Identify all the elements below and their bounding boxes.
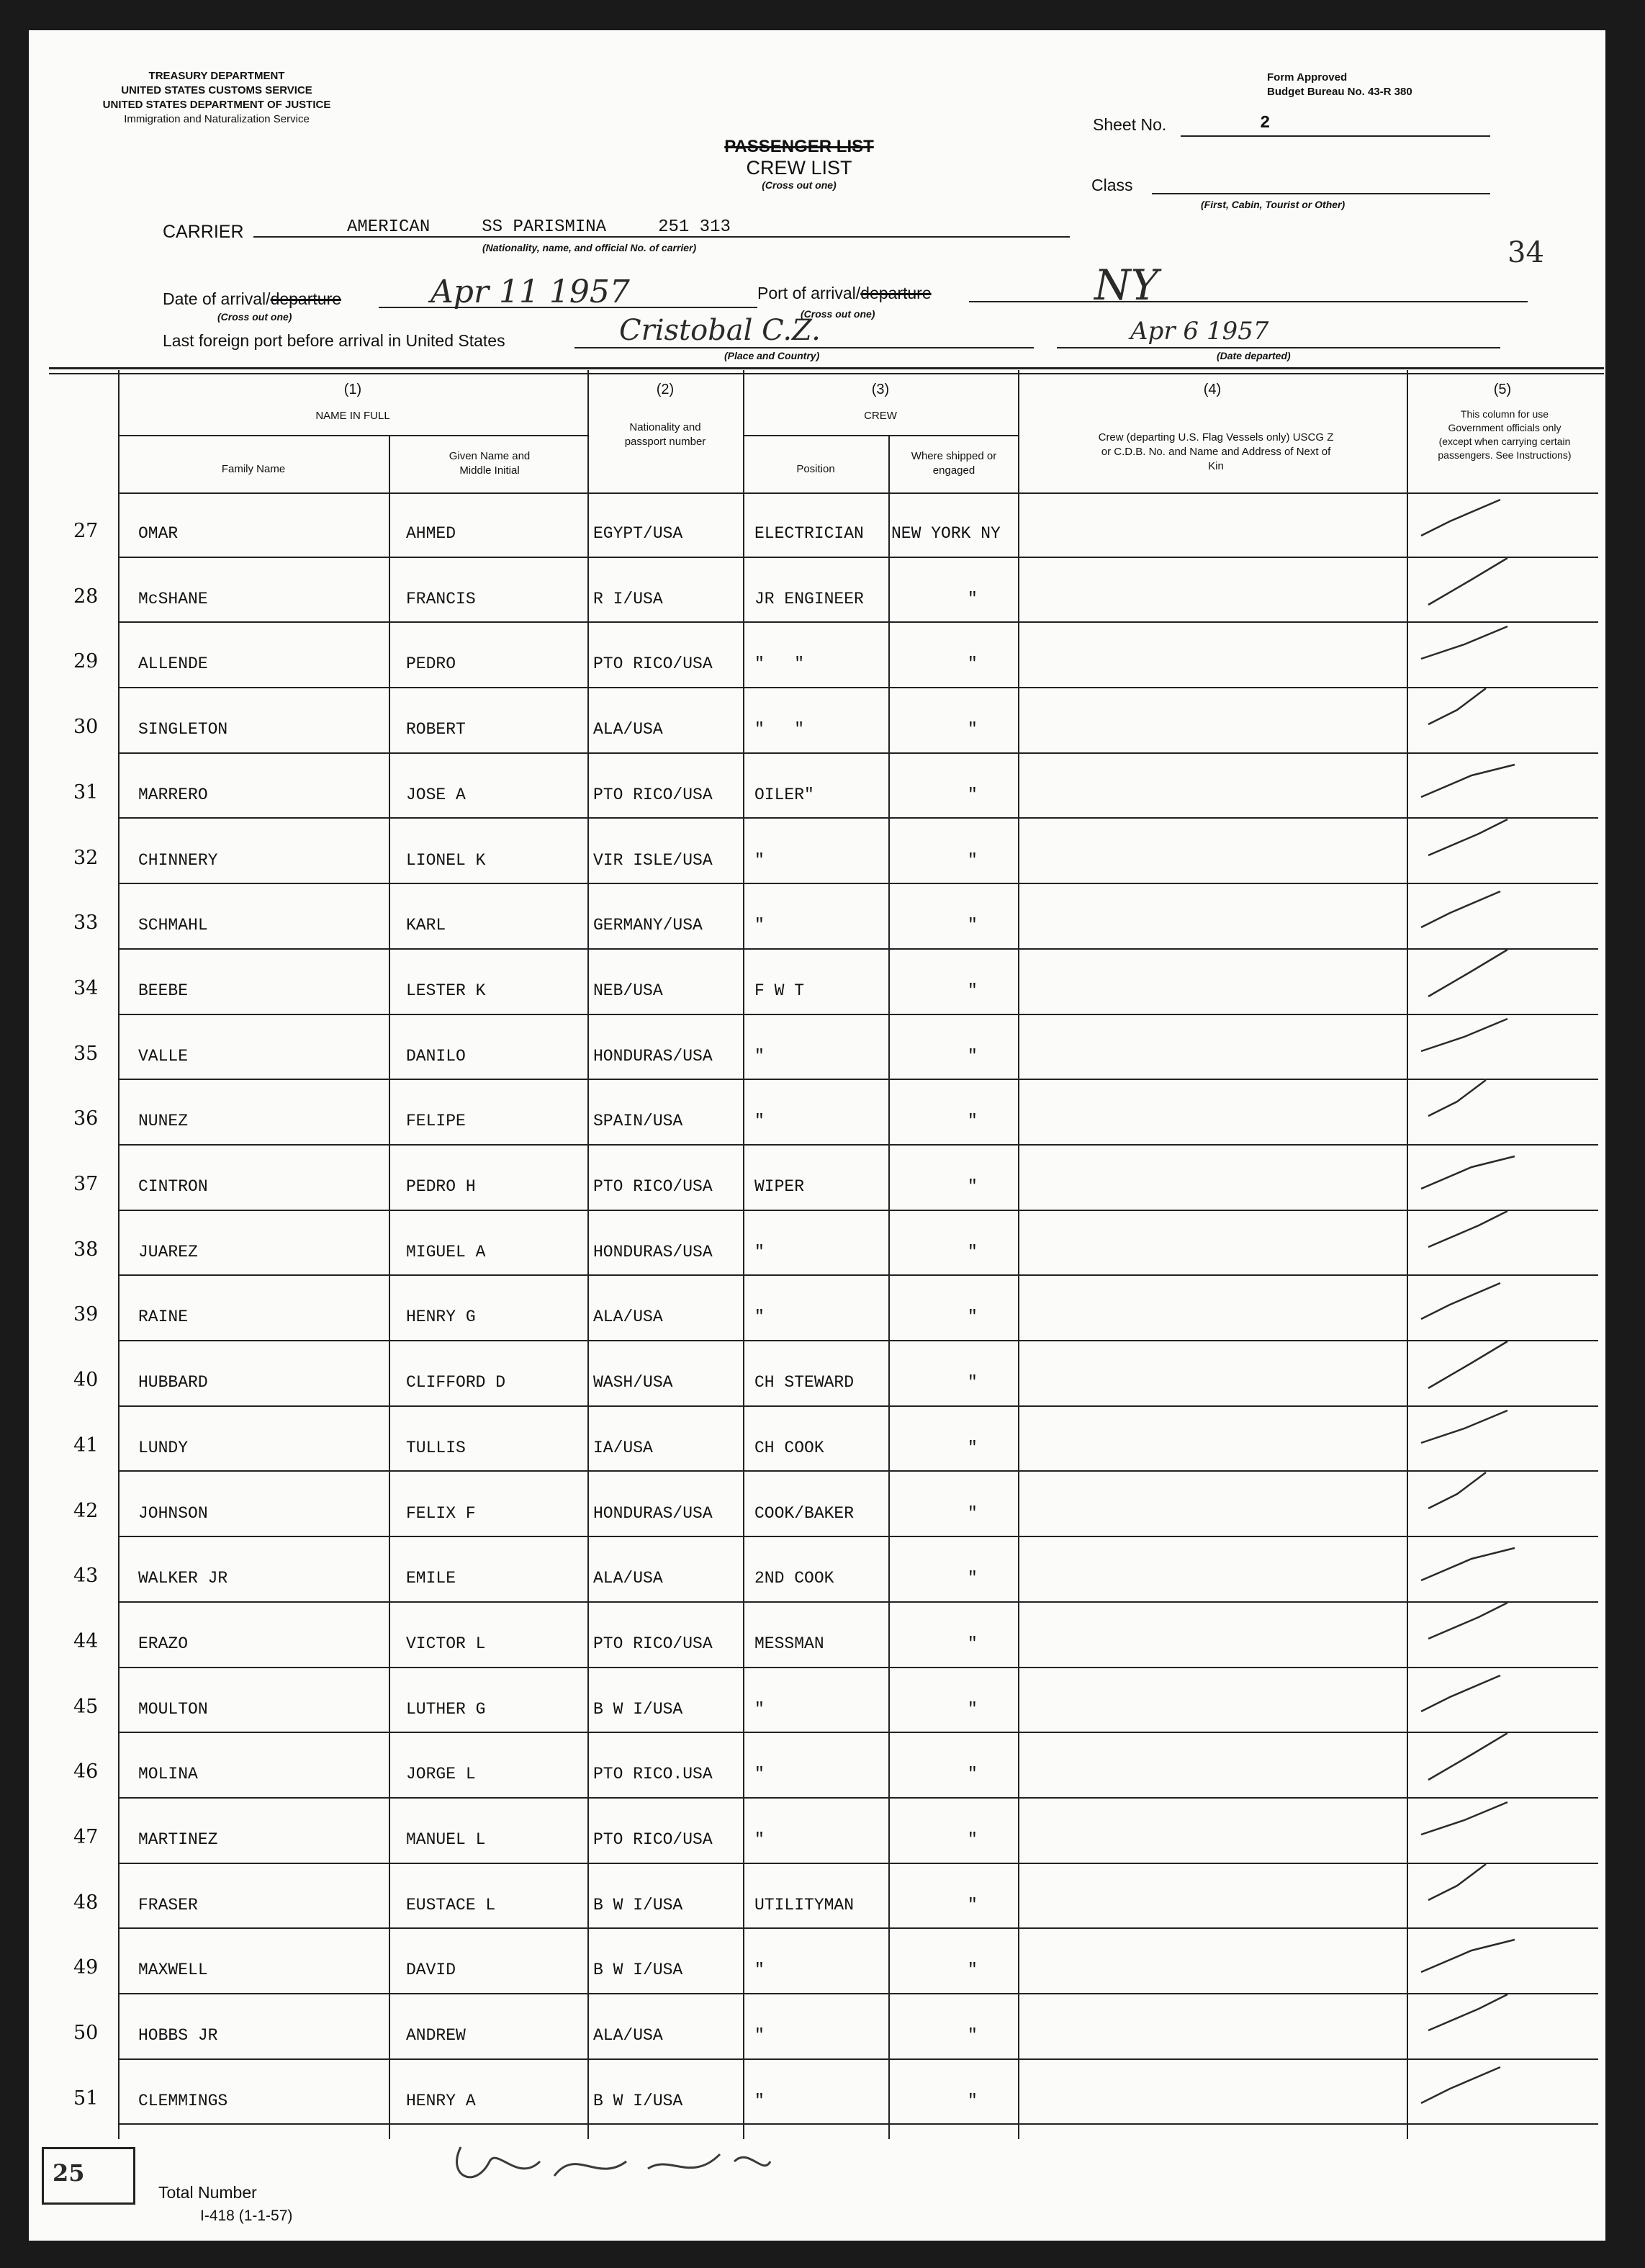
col1-given-header: Given Name and Middle Initial [449,450,531,477]
row-number: 33 [73,912,99,935]
last-port-line [574,347,1034,348]
shipped-cell: " [968,1634,978,1653]
page-number: 34 [1507,236,1544,269]
table-row [73,1668,1598,1734]
check-mark-icon [1414,2053,1522,2118]
shipped-cell: " [968,1242,978,1261]
family-name-cell: LUNDY [138,1438,189,1457]
family-name-cell: RAINE [138,1308,189,1327]
port-arrival-label [757,284,932,303]
given-name-cell: LESTER K [406,981,486,1000]
family-name-cell: HOBBS JR [138,2026,218,2046]
last-port-value: Cristobal C.Z. [619,314,821,347]
position-cell: " [754,1046,765,1066]
port-line [969,301,1528,302]
given-name-cell: DAVID [406,1961,456,1980]
position-cell: WIPER [754,1177,805,1196]
given-name-cell: MANUEL L [406,1830,486,1849]
table-row [73,884,1598,950]
col4-title: Crew (departing U.S. Flag Vessels only) USCG Z or C.D.B. No. and Name and Address of Next of Kin [1098,431,1334,472]
shipped-cell: " [968,1830,978,1849]
family-name-cell: McSHANE [138,589,208,608]
shipped-cell: " [968,1895,978,1914]
position-cell: 2ND COOK [754,1569,834,1588]
given-name-cell: ROBERT [406,720,466,739]
passenger-list-title: PASSENGER LIST [724,137,874,156]
agency-header [48,69,386,127]
nationality-cell: ALA/USA [593,1308,663,1327]
given-name-cell: HENRY A [406,2091,476,2110]
table-row [73,1276,1598,1341]
check-mark-icon [1414,747,1522,811]
check-mark-icon [1414,1008,1522,1073]
nationality-cell: WASH/USA [593,1373,673,1392]
agency-line-1: TREASURY DEPARTMENT [148,70,285,82]
shipped-cell: " [968,1961,978,1980]
check-mark-icon [1414,812,1522,877]
nationality-cell: HONDURAS/USA [593,1242,713,1261]
position-cell: " [754,1699,765,1719]
family-name-cell: JUAREZ [138,1242,198,1261]
family-name-cell: CHINNERY [138,850,218,870]
row-number: 29 [73,650,99,673]
position-cell: " [754,1961,765,1980]
given-name-cell: PEDRO [406,654,456,674]
position-cell: OILER" [754,785,814,804]
nationality-cell: B W I/USA [593,2091,683,2110]
col3-title: CREW [864,410,897,422]
position-cell: F W T [754,981,805,1000]
header-sub-rule-name [118,435,587,436]
family-name-cell: BEEBE [138,981,189,1000]
shipped-cell: " [968,981,978,1000]
departed-note: (Date departed) [1217,350,1291,361]
shipped-cell: " [968,720,978,739]
position-cell: " [754,1308,765,1327]
table-row [73,1537,1598,1603]
shipped-cell: " [968,785,978,804]
nationality-cell: PTO RICO/USA [593,1177,713,1196]
carrier-note: (Nationality, name, and official No. of carrier) [482,242,697,253]
family-name-cell: WALKER JR [138,1569,228,1588]
nationality-cell: B W I/USA [593,1895,683,1914]
row-number: 48 [73,1891,99,1914]
position-cell: " [754,2091,765,2110]
family-name-cell: OMAR [138,524,179,543]
check-mark-icon [1414,1073,1522,1138]
sheet-no-value: 2 [1260,114,1271,133]
shipped-cell: " [968,1569,978,1588]
position-cell: ELECTRICIAN [754,524,864,543]
given-name-cell: DANILO [406,1046,466,1066]
sheet-no-label: Sheet No. [1093,115,1167,134]
check-mark-icon [1414,1857,1522,1922]
table-row [73,1146,1598,1211]
last-port-label: Last foreign port before arrival in United States [163,331,505,350]
table-row [73,1603,1598,1668]
given-name-cell: FRANCIS [406,589,476,608]
check-mark-icon [1414,1661,1522,1726]
given-name-cell: CLIFFORD D [406,1373,506,1392]
col1-title: NAME IN FULL [315,410,390,422]
check-mark-icon [1414,1465,1522,1530]
shipped-cell: " [968,2026,978,2046]
row-number: 40 [73,1369,99,1392]
shipped-cell: " [968,1177,978,1196]
nationality-cell: B W I/USA [593,1699,683,1719]
row-number: 39 [73,1303,99,1326]
position-cell: CH STEWARD [754,1373,855,1392]
row-number: 44 [73,1629,99,1652]
table-row [73,1080,1598,1146]
shipped-cell: " [968,1046,978,1066]
form-approval [1267,71,1412,99]
shipped-cell: NEW YORK NY [891,524,1001,543]
class-label: Class [1091,176,1133,194]
agency-line-3: UNITED STATES DEPARTMENT OF JUSTICE [102,99,331,111]
total-number-label: Total Number [158,2183,257,2202]
row-number: 31 [73,780,99,804]
signature-scribble [432,2133,792,2197]
row-number: 51 [73,2087,99,2110]
family-name-cell: MOLINA [138,1765,198,1784]
family-name-cell: CINTRON [138,1177,208,1196]
shipped-cell: " [968,850,978,870]
row-number: 41 [73,1434,99,1457]
shipped-cell: " [968,1699,978,1719]
table-row [73,1015,1598,1081]
check-mark-icon [1414,1204,1522,1269]
row-number: 36 [73,1107,99,1130]
port-departure-struck: departure [860,284,932,302]
row-rule [118,2123,1598,2125]
table-row [73,1407,1598,1472]
col2-title: Nationality and passport number [624,421,706,448]
shipped-cell: " [968,654,978,674]
table-row [73,2060,1598,2125]
family-name-cell: SINGLETON [138,720,228,739]
family-name-cell: ALLENDE [138,654,208,674]
family-name-cell: JOHNSON [138,1503,208,1523]
nationality-cell: B W I/USA [593,1961,683,1980]
crew-table [73,370,1598,2139]
date-departure-struck: departure [270,289,342,308]
budget-number: Budget Bureau No. 43-R 380 [1267,86,1412,98]
table-row [73,1341,1598,1407]
check-mark-icon [1414,1269,1522,1333]
given-name-cell: PEDRO H [406,1177,476,1196]
given-name-cell: MIGUEL A [406,1242,486,1261]
given-name-cell: AHMED [406,524,456,543]
family-name-cell: MOULTON [138,1699,208,1719]
table-row [73,558,1598,624]
given-name-cell: EMILE [406,1569,456,1588]
nationality-cell: VIR ISLE/USA [593,850,713,870]
position-cell: COOK/BAKER [754,1503,855,1523]
given-name-cell: LUTHER G [406,1699,486,1719]
date-arrival-text: Date of arrival/ [163,289,271,308]
col5-title: This column for use Government officials only (except when carrying certain passengers. See Instructions) [1438,408,1572,461]
check-mark-icon [1414,1138,1522,1203]
nationality-cell: ALA/USA [593,720,663,739]
row-number: 43 [73,1565,99,1588]
table-row [73,754,1598,819]
check-mark-icon [1414,942,1522,1007]
position-cell: JR ENGINEER [754,589,864,608]
row-number: 47 [73,1826,99,1848]
family-name-cell: ERAZO [138,1634,189,1653]
check-mark-icon [1414,616,1522,680]
form-approved-text: Form Approved [1267,71,1348,84]
check-mark-icon [1414,485,1522,550]
position-cell: " [754,850,765,870]
date-cross-out-note: (Cross out one) [217,311,292,323]
agency-line-4: Immigration and Naturalization Service [124,113,310,125]
family-name-cell: MARRERO [138,785,208,804]
position-cell: " [754,916,765,935]
given-name-cell: VICTOR L [406,1634,486,1653]
departed-line [1057,347,1500,348]
row-number: 49 [73,1956,99,1979]
nationality-cell: HONDURAS/USA [593,1046,713,1066]
row-number: 35 [73,1042,99,1065]
check-mark-icon [1414,1334,1522,1399]
nationality-cell: HONDURAS/USA [593,1503,713,1523]
row-number: 42 [73,1499,99,1522]
table-row [73,1994,1598,2060]
position-cell: " [754,1242,765,1261]
shipped-cell: " [968,916,978,935]
check-mark-icon [1414,1530,1522,1595]
shipped-cell: " [968,2091,978,2110]
crew-list-title: CREW LIST [746,157,852,179]
departed-value: Apr 6 1957 [1130,317,1269,346]
table-row [73,1472,1598,1538]
check-mark-icon [1414,1726,1522,1791]
shipped-cell: " [968,1373,978,1392]
table-row [73,1799,1598,1864]
row-number: 28 [73,585,99,608]
title-cross-out-note: (Cross out one) [762,179,837,191]
position-cell: " [754,2026,765,2046]
given-name-cell: JORGE L [406,1765,476,1784]
row-number: 34 [73,976,99,999]
shipped-cell: " [968,1308,978,1327]
date-arrival-label [163,289,341,309]
shipped-cell: " [968,1112,978,1131]
row-number: 45 [73,1695,99,1718]
table-row [73,1929,1598,1994]
agency-line-2: UNITED STATES CUSTOMS SERVICE [121,84,312,96]
nationality-cell: ALA/USA [593,2026,663,2046]
nationality-cell: PTO RICO/USA [593,654,713,674]
nationality-cell: SPAIN/USA [593,1112,683,1131]
form-id: I-418 (1-1-57) [200,2208,293,2224]
check-mark-icon [1414,877,1522,942]
family-name-cell: FRASER [138,1895,198,1914]
table-row [73,950,1598,1015]
col4-number: (4) [1203,382,1222,397]
given-name-cell: HENRY G [406,1308,476,1327]
row-number: 32 [73,846,99,869]
port-arrival-value: NY [1094,261,1159,310]
position-cell: " " [754,720,805,739]
given-name-cell: LIONEL K [406,850,486,870]
given-name-cell: ANDREW [406,2026,466,2046]
nationality-cell: PTO RICO.USA [593,1765,713,1784]
position-cell: " [754,1765,765,1784]
given-name-cell: EUSTACE L [406,1895,496,1914]
family-name-cell: MAXWELL [138,1961,208,1980]
nationality-cell: PTO RICO/USA [593,785,713,804]
date-arrival-value: Apr 11 1957 [431,274,630,310]
total-number-box [42,2147,135,2205]
table-row [73,1733,1598,1799]
port-arrival-text: Port of arrival/ [757,284,861,302]
nationality-cell: PTO RICO/USA [593,1634,713,1653]
check-mark-icon [1414,1400,1522,1464]
table-row [73,492,1598,558]
check-mark-icon [1414,1922,1522,1986]
position-cell: CH COOK [754,1438,824,1457]
title-block [655,137,943,191]
check-mark-icon [1414,1987,1522,2052]
port-cross-out-note: (Cross out one) [801,308,875,320]
row-number: 30 [73,716,99,739]
row-number: 27 [73,520,99,542]
nationality-cell: EGYPT/USA [593,524,683,543]
row-number: 37 [73,1173,99,1195]
family-name-cell: HUBBARD [138,1373,208,1392]
table-row [73,688,1598,754]
given-name-cell: KARL [406,916,446,935]
nationality-cell: NEB/USA [593,981,663,1000]
table-row [73,1211,1598,1277]
family-name-cell: NUNEZ [138,1112,189,1131]
nationality-cell: R I/USA [593,589,663,608]
check-mark-icon [1414,681,1522,746]
check-mark-icon [1414,1596,1522,1660]
given-name-cell: FELIX F [406,1503,476,1523]
shipped-cell: " [968,589,978,608]
class-note: (First, Cabin, Tourist or Other) [1201,199,1346,210]
nationality-cell: IA/USA [593,1438,653,1457]
col2-number: (2) [656,382,675,397]
col1-number: (1) [343,382,362,397]
family-name-cell: CLEMMINGS [138,2091,228,2110]
table-row [73,819,1598,885]
given-name-cell: FELIPE [406,1112,466,1131]
shipped-cell: " [968,1765,978,1784]
class-line [1152,193,1490,194]
nationality-cell: PTO RICO/USA [593,1830,713,1849]
check-mark-icon [1414,1791,1522,1856]
table-row [73,1864,1598,1930]
col3-number: (3) [871,382,890,397]
row-number: 38 [73,1238,99,1261]
given-name-cell: TULLIS [406,1438,466,1457]
position-cell: " " [754,654,805,674]
header-sub-rule-crew [743,435,1018,436]
col3-position-header: Position [796,463,835,475]
nationality-cell: ALA/USA [593,1569,663,1588]
shipped-cell: " [968,1503,978,1523]
table-row [73,623,1598,688]
family-name-cell: VALLE [138,1046,189,1066]
shipped-cell: " [968,1438,978,1457]
carrier-value: AMERICAN SS PARISMINA 251 313 [347,217,731,237]
given-name-cell: JOSE A [406,785,466,804]
col1-family-header: Family Name [221,463,286,475]
family-name-cell: MARTINEZ [138,1830,218,1849]
nationality-cell: GERMANY/USA [593,916,703,935]
position-cell: UTILITYMAN [754,1895,855,1914]
col5-number: (5) [1493,382,1512,397]
crew-list-form [29,30,1605,2241]
family-name-cell: SCHMAHL [138,916,208,935]
header-rule-top [49,367,1604,369]
position-cell: " [754,1112,765,1131]
row-number: 50 [73,2022,99,2045]
row-number: 46 [73,1760,99,1783]
position-cell: " [754,1830,765,1849]
col3-shipped-header: Where shipped or engaged [911,450,997,477]
last-port-note: (Place and Country) [724,350,820,361]
check-mark-icon [1414,551,1522,616]
position-cell: MESSMAN [754,1634,824,1653]
total-number-value: 25 [53,2159,85,2187]
sheet-no-line [1181,135,1490,137]
carrier-label: CARRIER [163,222,244,242]
